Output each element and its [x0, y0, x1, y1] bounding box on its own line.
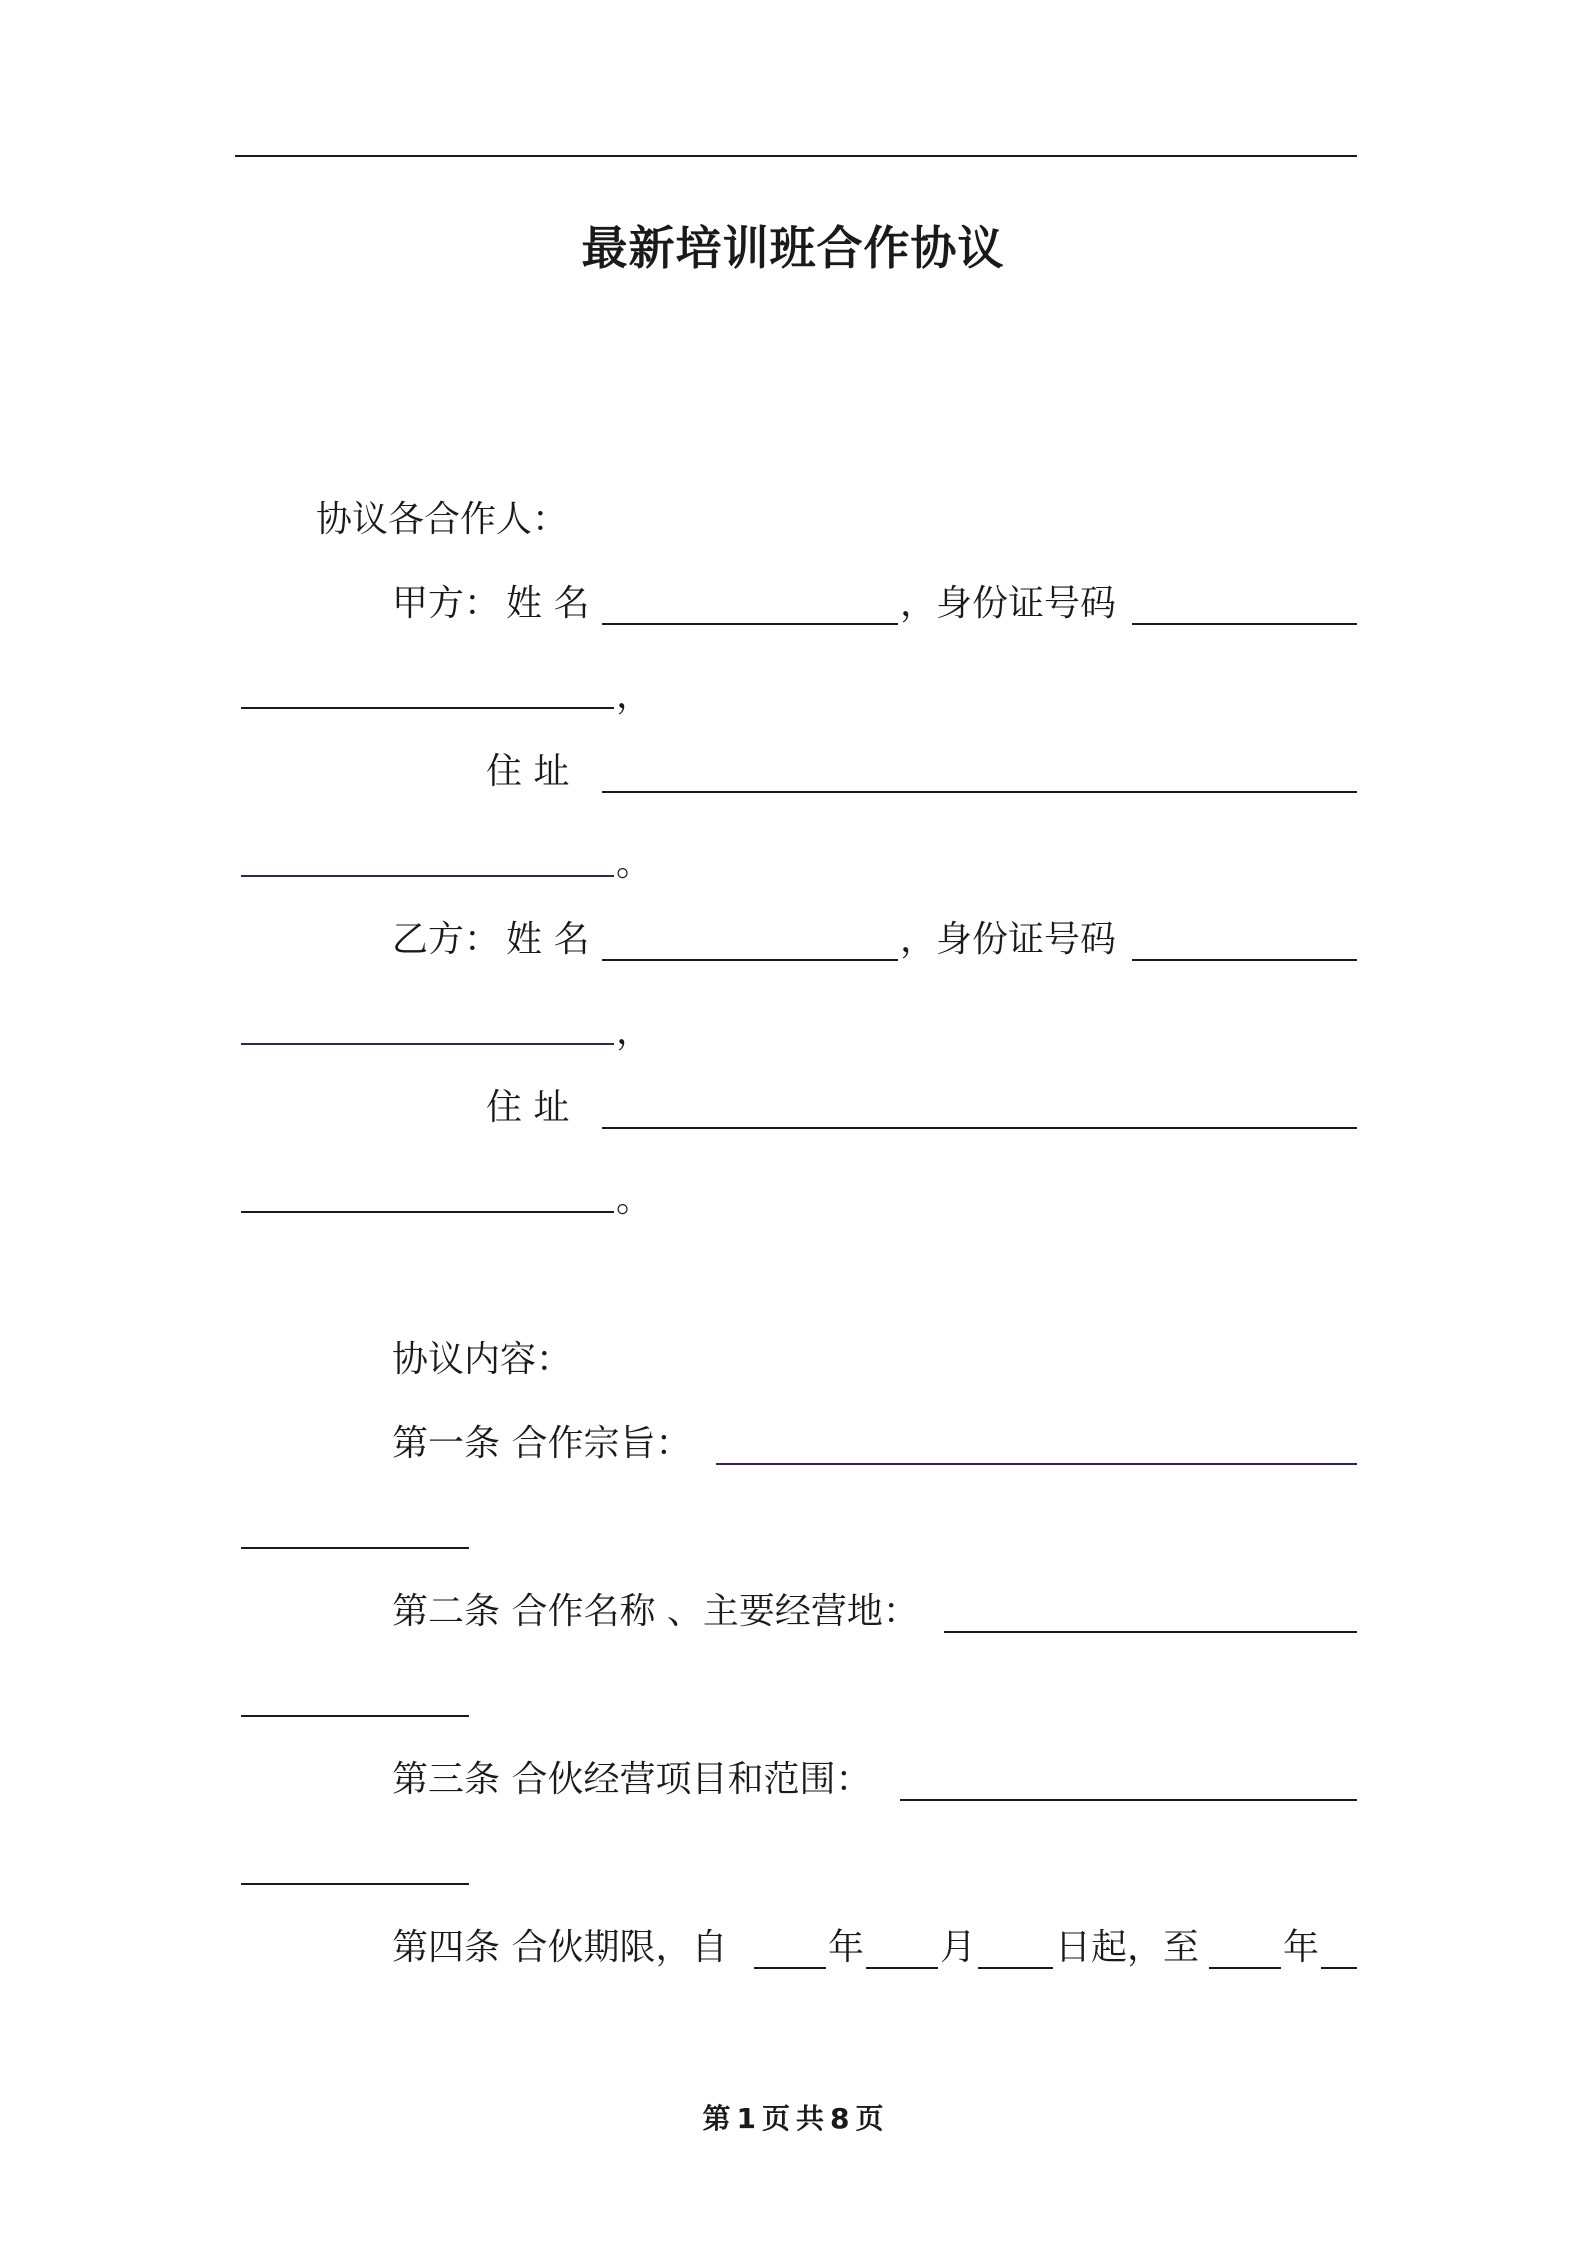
article-4-start-year-field[interactable] — [754, 1967, 826, 1969]
content-heading: 协议内容： — [392, 1339, 573, 1380]
party-b-name-field[interactable] — [602, 959, 898, 961]
page-title: 最新培训班合作协议 — [581, 221, 1005, 275]
article-4-start-day-field[interactable] — [978, 1967, 1053, 1969]
party-b-address-field[interactable] — [602, 1127, 1357, 1129]
article-4-day-1: 日起，至 — [1055, 1927, 1200, 1968]
page-footer — [0, 2097, 1586, 2137]
article-2-label: 第二条 合作名称 、主要经营地： — [392, 1591, 919, 1632]
footer-page-unit: 页 — [761, 2102, 790, 2135]
article-4-start-month-field[interactable] — [866, 1967, 938, 1969]
article-2-field-cont[interactable] — [241, 1715, 469, 1717]
party-b-id-label: ，身份证号码 — [900, 919, 1117, 960]
footer-total-label: 共 — [796, 2102, 825, 2135]
party-b-address-field-cont[interactable] — [241, 1211, 614, 1213]
article-4-label: 第四条 合伙期限，自 — [392, 1927, 728, 1968]
party-a-id-label: ，身份证号码 — [900, 583, 1117, 624]
article-4-end-year-field[interactable] — [1209, 1967, 1281, 1969]
party-b-comma: ， — [616, 1011, 653, 1052]
party-a-label: 甲方： — [392, 583, 501, 624]
article-3-field-cont[interactable] — [241, 1883, 469, 1885]
article-3-label: 第三条 合伙经营项目和范围： — [392, 1759, 872, 1800]
party-b-id-field[interactable] — [1132, 959, 1357, 961]
article-1-field-cont[interactable] — [241, 1547, 469, 1549]
party-a-id-field[interactable] — [1132, 623, 1357, 625]
parties-heading: 协议各合作人： — [316, 499, 569, 540]
party-b-address-label: 住 址 — [486, 1087, 570, 1128]
article-4-year-1: 年 — [828, 1927, 865, 1968]
party-a-address-field[interactable] — [602, 791, 1357, 793]
footer-page-label: 第 — [702, 2102, 731, 2135]
party-a-period: 。 — [616, 843, 653, 884]
article-3-field[interactable] — [900, 1799, 1357, 1801]
article-2-field[interactable] — [944, 1631, 1357, 1633]
party-b-label: 乙方： — [392, 919, 501, 960]
article-4-end-month-field[interactable] — [1321, 1967, 1357, 1969]
footer-total-number: 8 — [830, 2102, 850, 2135]
party-a-name-field[interactable] — [602, 623, 898, 625]
article-1-label: 第一条 合作宗旨： — [392, 1423, 692, 1464]
article-1-field[interactable] — [716, 1463, 1357, 1465]
party-b-period: 。 — [616, 1179, 653, 1220]
party-a-address-field-cont[interactable] — [241, 875, 614, 877]
party-a-name-label: 姓 名 — [506, 583, 590, 624]
party-b-name-label: 姓 名 — [506, 919, 590, 960]
footer-page-number: 1 — [736, 2102, 756, 2135]
footer-total-unit: 页 — [855, 2102, 884, 2135]
header-rule — [235, 155, 1357, 157]
party-a-id-field-cont[interactable] — [241, 707, 614, 709]
party-b-id-field-cont[interactable] — [241, 1043, 614, 1045]
party-a-comma: ， — [616, 675, 653, 716]
article-4-month-1: 月 — [940, 1927, 977, 1968]
party-a-address-label: 住 址 — [486, 751, 570, 792]
article-4-year-2: 年 — [1283, 1927, 1320, 1968]
